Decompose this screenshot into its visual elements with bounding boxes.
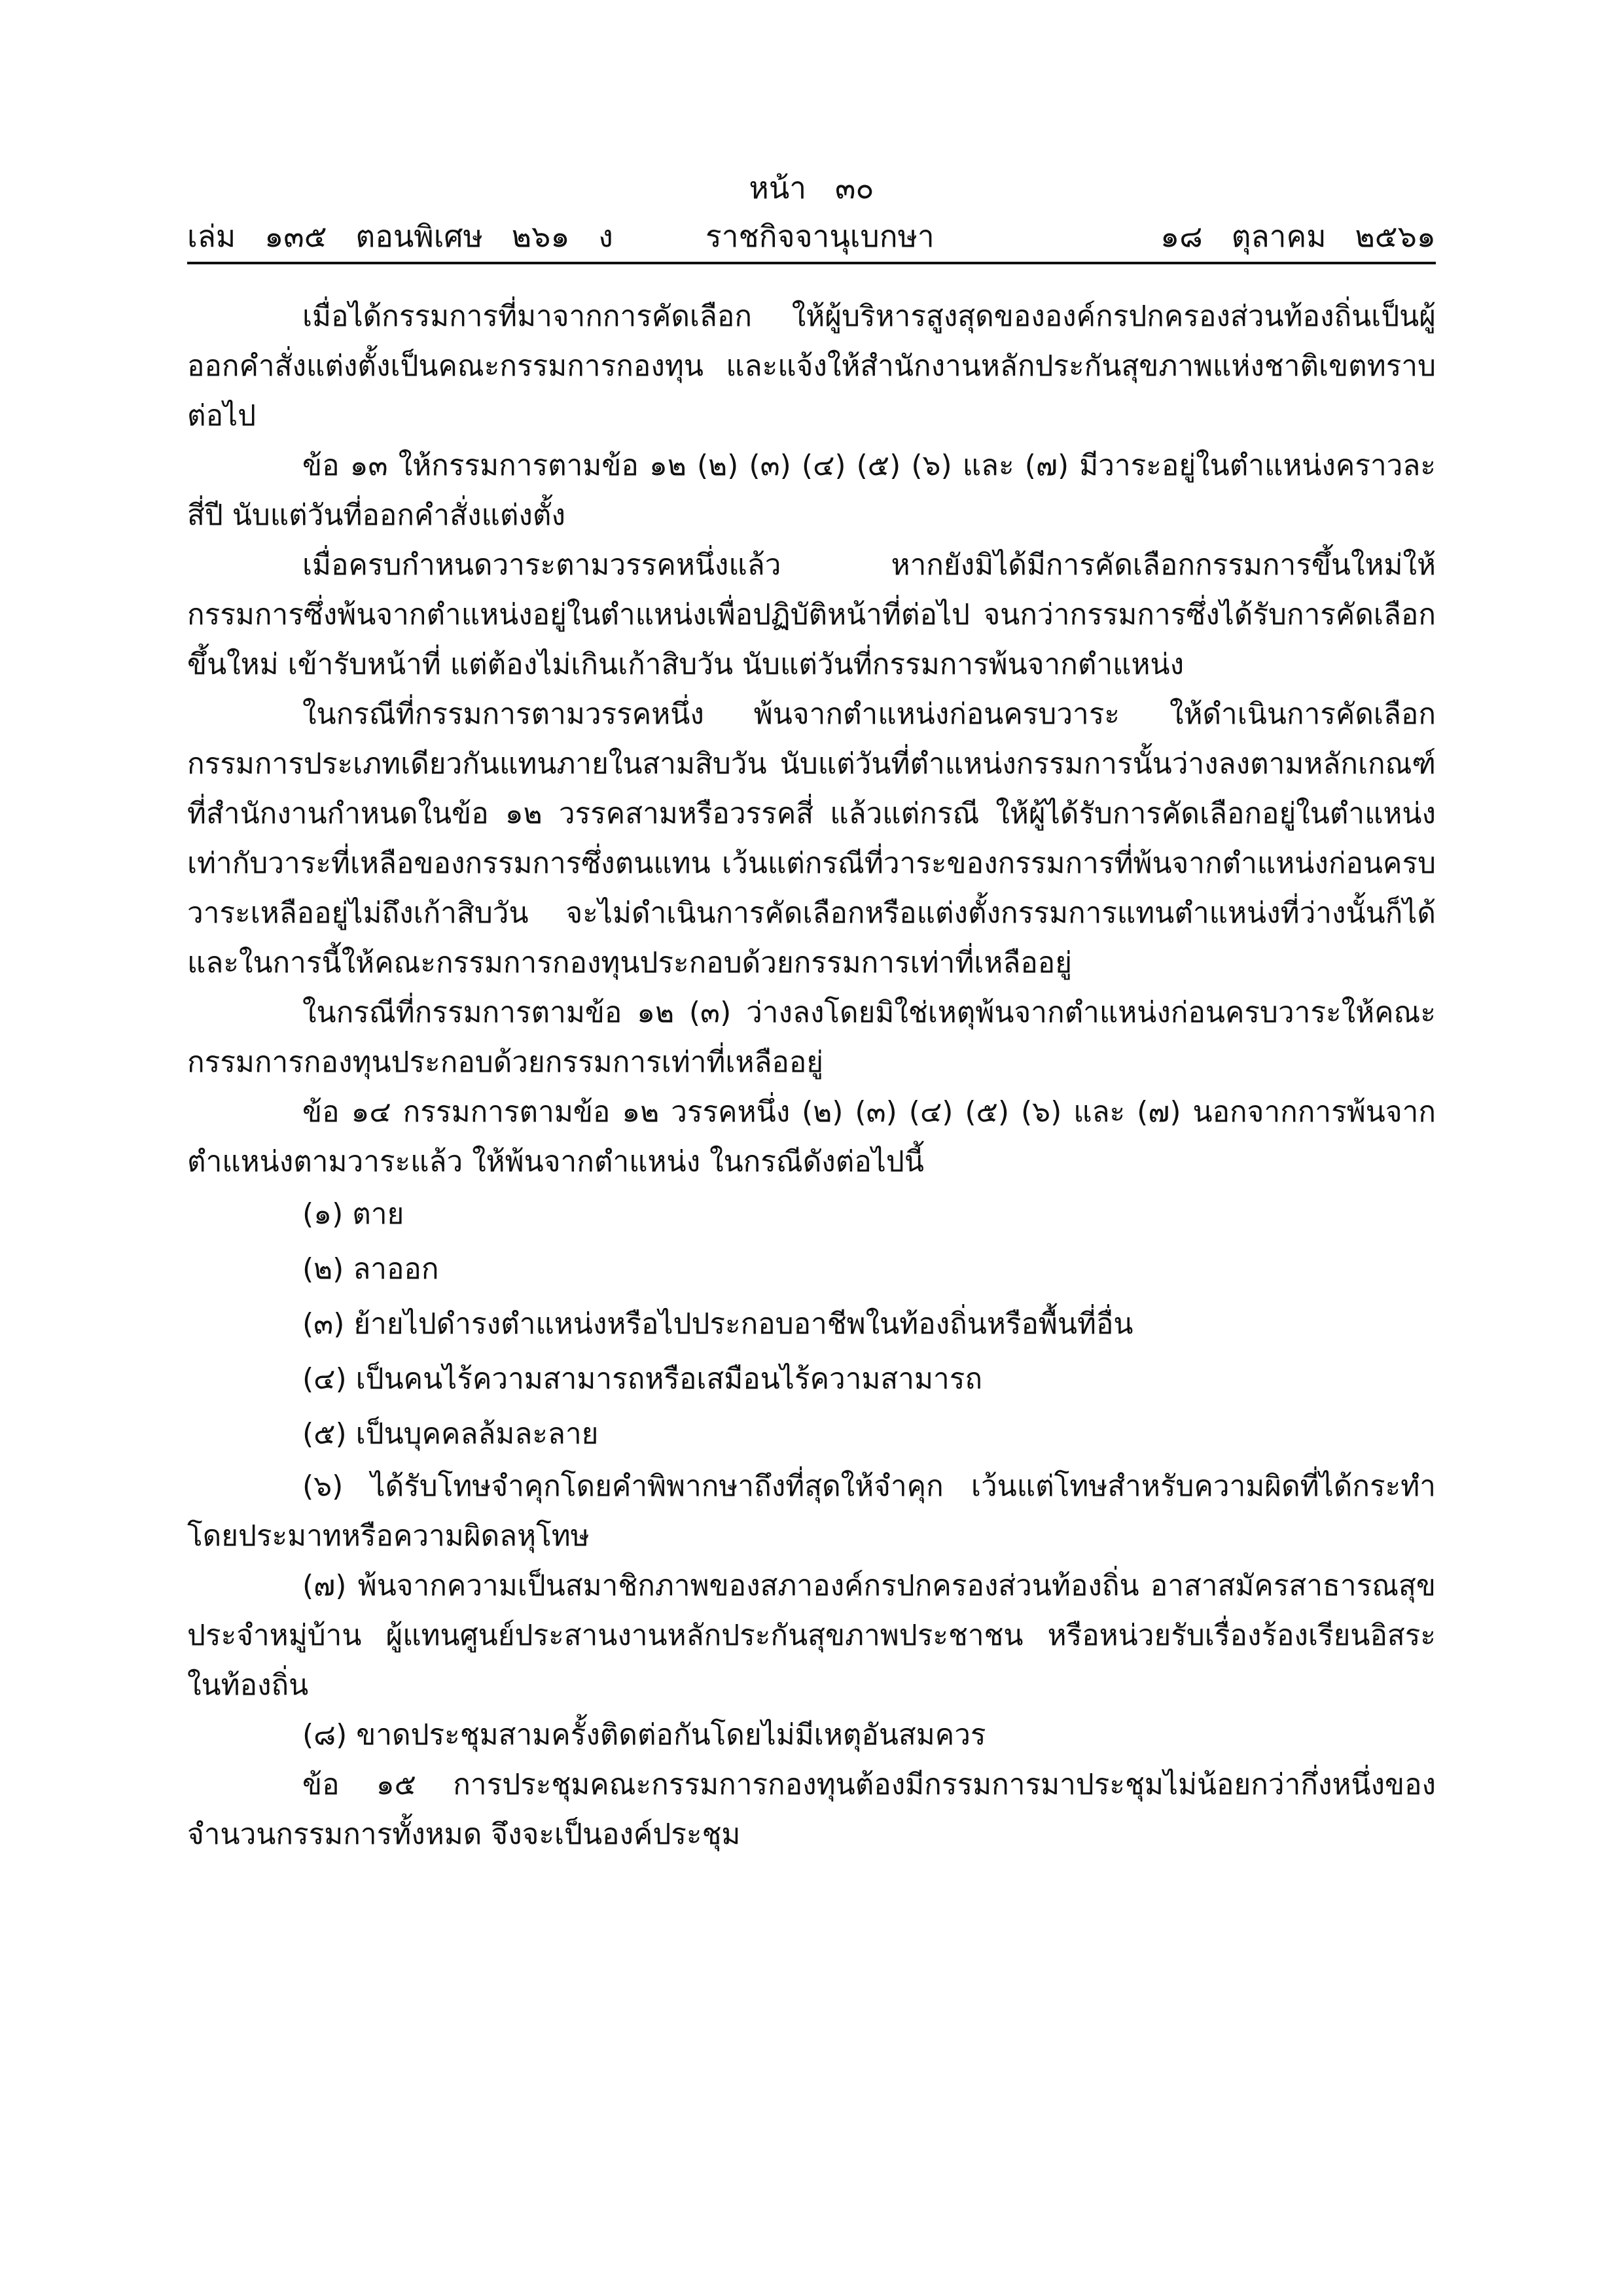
paragraph: (๖) ได้รับโทษจำคุกโดยคำพิพากษาถึงที่สุดให้จำคุก เว้นแต่โทษสำหรับความผิดที่ได้กระทำโดยประมาทหรือความผิดลหุโทษ — [187, 1470, 1436, 1553]
paragraph: ในกรณีที่กรรมการตามวรรคหนึ่ง พ้นจากตำแหน่งก่อนครบวาระ ให้ดำเนินการคัดเลือกกรรมการประเภทเดียวกันแทนภายในสามสิบวัน นับแต่วันที่ตำแหน่งกรรมการนั้นว่างลงตามหลักเกณฑ์ที่สำนักงานกำหนดในข้อ ๑๒ วรรคสามหรือวรรคสี่ แล้วแต่กรณี ให้ผู้ได้รับการคัดเลือกอยู่ในตำแหน่งเท่ากับวาระที่เหลือของกรรมการซึ่งตนแทน เว้นแต่กรณีที่วาระของกรรมการที่พ้นจากตำแหน่งก่อนครบวาระเหลืออยู่ไม่ถึงเก้าสิบวัน จะไม่ดำเนินการคัดเลือกหรือแต่งตั้งกรรมการแทนตำแหน่งที่ว่างนั้นก็ได้ และในการนี้ให้คณะกรรมการกองทุนประกอบด้วยกรรมการเท่าที่เหลืออยู่ — [187, 698, 1436, 980]
paragraph: เมื่อได้กรรมการที่มาจากการคัดเลือก ให้ผู้บริหารสูงสุดขององค์กรปกครองส่วนท้องถิ่นเป็นผู้ออกคำสั่งแต่งตั้งเป็นคณะกรรมการกองทุน และแจ้งให้สำนักงานหลักประกันสุขภาพแห่งชาติเขตทราบต่อไป — [187, 300, 1436, 433]
paragraph: ข้อ ๑๓ ให้กรรมการตามข้อ ๑๒ (๒) (๓) (๔) (๕) (๖) และ (๗) มีวาระอยู่ในตำแหน่งคราวละสี่ปี นับแต่วันที่ออกคำสั่งแต่งตั้ง — [187, 449, 1436, 532]
list-item: (๔) เป็นคนไร้ความสามารถหรือเสมือนไร้ความสามารถ — [302, 1362, 982, 1396]
list-item: (๕) เป็นบุคคลล้มละลาย — [302, 1417, 599, 1451]
list-item: (๓) ย้ายไปดำรงตำแหน่งหรือไปประกอบอาชีพในท้องถิ่นหรือพื้นที่อื่น — [302, 1307, 1133, 1341]
paragraph: (๗) พ้นจากความเป็นสมาชิกภาพของสภาองค์กรปกครองส่วนท้องถิ่น อาสาสมัครสาธารณสุขประจำหมู่บ้าน ผู้แทนศูนย์ประสานงานหลักประกันสุขภาพประชาชน หรือหน่วยรับเรื่องร้องเรียนอิสระในท้องถิ่น — [187, 1569, 1436, 1702]
page-number: หน้า ๓๐ — [749, 170, 874, 205]
paragraph: ในกรณีที่กรรมการตามข้อ ๑๒ (๓) ว่างลงโดยมิใช่เหตุพ้นจากตำแหน่งก่อนครบวาระให้คณะกรรมการกองทุนประกอบด้วยกรรมการเท่าที่เหลืออยู่ — [187, 996, 1436, 1079]
list-item: (๒) ลาออก — [302, 1252, 439, 1286]
header-rule — [187, 262, 1436, 264]
paragraph: ข้อ ๑๔ กรรมการตามข้อ ๑๒ วรรคหนึ่ง (๒) (๓) (๔) (๕) (๖) และ (๗) นอกจากการพ้นจากตำแหน่งตามวาระแล้ว ให้พ้นจากตำแหน่ง ในกรณีดังต่อไปนี้ — [187, 1095, 1436, 1178]
paragraph: (๘) ขาดประชุมสามครั้งติดต่อกันโดยไม่มีเหตุอันสมควร — [302, 1718, 986, 1752]
volume-issue-label: เล่ม ๑๓๕ ตอนพิเศษ ๒๖๑ ง — [187, 219, 613, 254]
gazette-name: ราชกิจจานุเบกษา — [705, 219, 935, 254]
paragraph: เมื่อครบกำหนดวาระตามวรรคหนึ่งแล้ว หากยังมิได้มีการคัดเลือกกรรมการขึ้นใหม่ให้กรรมการซึ่งพ้นจากตำแหน่งอยู่ในตำแหน่งเพื่อปฏิบัติหน้าที่ต่อไป จนกว่ากรรมการซึ่งได้รับการคัดเลือกขึ้นใหม่ เข้ารับหน้าที่ แต่ต้องไม่เกินเก้าสิบวัน นับแต่วันที่กรรมการพ้นจากตำแหน่ง — [187, 548, 1436, 681]
list-item: (๑) ตาย — [302, 1197, 404, 1231]
document-body — [187, 292, 1436, 1860]
paragraph: ข้อ ๑๕ การประชุมคณะกรรมการกองทุนต้องมีกรรมการมาประชุมไม่น้อยกว่ากึ่งหนึ่งของจำนวนกรรมการทั้งหมด จึงจะเป็นองค์ประชุม — [187, 1768, 1436, 1851]
gazette-header — [187, 213, 1436, 259]
publication-date: ๑๘ ตุลาคม ๒๕๖๑ — [1160, 219, 1436, 254]
